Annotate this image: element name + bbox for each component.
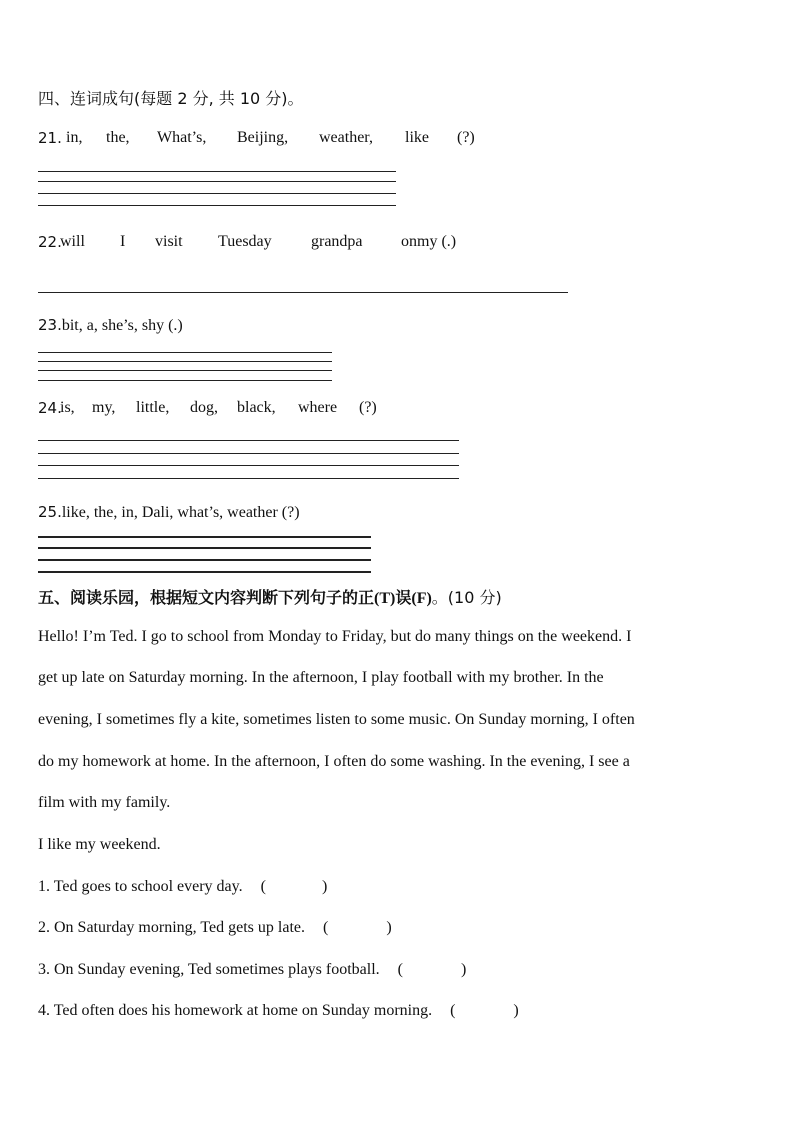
answer-line bbox=[38, 181, 396, 182]
question-22 bbox=[38, 233, 488, 252]
answer-line bbox=[38, 453, 459, 454]
word: where bbox=[298, 399, 338, 416]
answer-line bbox=[38, 547, 371, 549]
passage-line: film with my family. bbox=[38, 794, 171, 811]
word: in, bbox=[66, 129, 83, 146]
word: I bbox=[120, 233, 126, 250]
title-t: (T) bbox=[374, 590, 396, 607]
question-21 bbox=[38, 129, 488, 148]
title-text: 五、阅读乐园，根据短文内容判断下列句子的正 bbox=[38, 588, 375, 607]
statement-text: 1. Ted goes to school every day. bbox=[38, 878, 243, 895]
answer-line bbox=[38, 193, 396, 194]
question-number: 24. bbox=[38, 399, 62, 417]
answer-line bbox=[38, 361, 332, 362]
passage-line: do my homework at home. In the afternoon, I often do some washing. In the evening, I see a bbox=[38, 753, 630, 770]
answer-line bbox=[38, 205, 396, 206]
answer-line bbox=[38, 171, 396, 172]
answer-line bbox=[38, 571, 371, 573]
section-5-title bbox=[38, 585, 502, 608]
word: (?) bbox=[457, 129, 475, 146]
title-f: (F) bbox=[411, 590, 432, 607]
passage-line: evening, I sometimes fly a kite, sometimes listen to some music. On Sunday morning, I often bbox=[38, 711, 635, 728]
statement-4 bbox=[38, 1002, 519, 1020]
word: my, bbox=[92, 399, 116, 416]
passage-line: Hello! I’m Ted. I go to school from Monday to Friday, but do many things on the weekend. I bbox=[38, 628, 632, 645]
question-number: 23. bbox=[38, 316, 62, 334]
word: is, bbox=[60, 399, 75, 416]
answer-line bbox=[38, 559, 371, 561]
question-24 bbox=[38, 399, 488, 418]
section-4-title: 四、连词成句(每题 2 分, 共 10 分)。 bbox=[38, 89, 304, 108]
word: What’s, bbox=[157, 129, 207, 146]
word: little, bbox=[136, 399, 170, 416]
title-text: 误 bbox=[395, 588, 412, 607]
statement-text: 3. On Sunday evening, Ted sometimes plays football. bbox=[38, 961, 380, 978]
answer-line bbox=[38, 370, 332, 371]
word: Beijing, bbox=[237, 129, 289, 146]
answer-line bbox=[38, 440, 459, 441]
answer-bracket-open: ( bbox=[450, 1002, 456, 1019]
word: bit, a, she’s, shy (.) bbox=[61, 317, 183, 334]
word: onmy (.) bbox=[401, 233, 457, 250]
answer-bracket-open: ( bbox=[397, 961, 403, 978]
passage-line: I like my weekend. bbox=[38, 836, 161, 853]
statement-text: 2. On Saturday morning, Ted gets up late. bbox=[38, 919, 305, 936]
word: visit bbox=[155, 233, 183, 250]
answer-bracket-open: ( bbox=[260, 878, 266, 895]
word: weather, bbox=[319, 129, 373, 146]
answer-bracket-close: ) bbox=[321, 878, 328, 895]
answer-line bbox=[38, 292, 568, 293]
word: dog, bbox=[190, 399, 218, 416]
answer-line bbox=[38, 352, 332, 353]
word: grandpa bbox=[311, 233, 363, 250]
question-23 bbox=[38, 316, 183, 335]
passage-line: get up late on Saturday morning. In the afternoon, I play football with my brother. In the bbox=[38, 669, 604, 686]
word: will bbox=[60, 233, 85, 250]
statement-1 bbox=[38, 878, 327, 896]
word: (?) bbox=[359, 399, 377, 416]
word: Tuesday bbox=[218, 233, 272, 250]
answer-line bbox=[38, 380, 332, 381]
question-number: 22. bbox=[38, 233, 62, 251]
statement-text: 4. Ted often does his homework at home on Sunday morning. bbox=[38, 1002, 433, 1019]
statement-2 bbox=[38, 919, 392, 937]
question-number: 25. bbox=[38, 503, 62, 521]
question-number: 21. bbox=[38, 129, 62, 147]
word: like, the, in, Dali, what’s, weather (?) bbox=[61, 504, 300, 521]
answer-line bbox=[38, 465, 459, 466]
answer-bracket-open: ( bbox=[322, 919, 329, 936]
answer-line bbox=[38, 478, 459, 479]
word: like bbox=[405, 129, 429, 146]
answer-bracket-close: ) bbox=[460, 961, 467, 978]
answer-line bbox=[38, 536, 371, 538]
answer-bracket-close: ) bbox=[386, 919, 392, 936]
question-25 bbox=[38, 503, 300, 522]
answer-bracket-close: ) bbox=[513, 1002, 519, 1019]
title-text: 。(10 分) bbox=[431, 588, 502, 607]
word: black, bbox=[237, 399, 276, 416]
statement-3 bbox=[38, 961, 466, 979]
word: the, bbox=[106, 129, 130, 146]
